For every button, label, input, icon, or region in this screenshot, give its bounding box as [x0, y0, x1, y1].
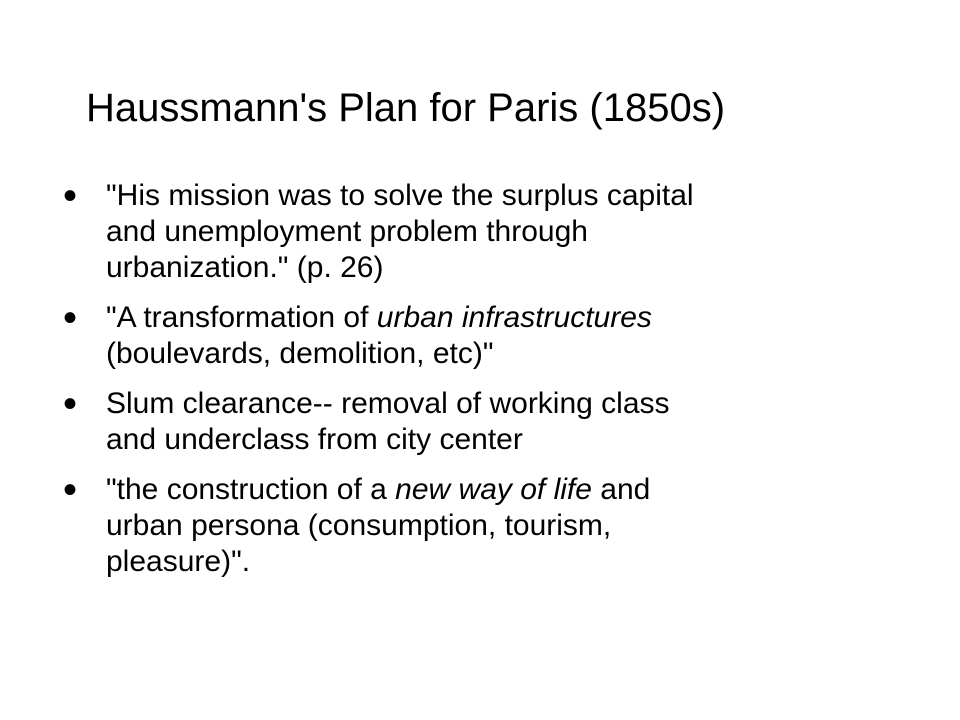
bullet-1-line-2: and unemployment problem through [106, 215, 588, 248]
bullet-item-2 [60, 296, 910, 372]
bullet-3-line-2: and underclass from city center [106, 423, 523, 456]
slide-title: Haussmann's Plan for Paris (1850s) [86, 86, 726, 130]
bullet-item-3 [60, 382, 910, 458]
bullet-3-line-1: Slum clearance-- removal of working class [106, 387, 670, 420]
bullet-1-line-3: urbanization." (p. 26) [106, 251, 384, 284]
bullet-4-text-after: and [591, 473, 651, 506]
bullet-2-line-2: (boulevards, demolition, etc)" [106, 337, 494, 370]
bullet-4-line-3: pleasure)". [106, 545, 251, 578]
bullet-list [60, 174, 910, 580]
bullet-dot-icon: • [62, 468, 77, 512]
bullet-4-text-before: "the construction of a [106, 473, 396, 506]
bullet-item-4 [60, 468, 910, 580]
bullet-dot-icon: • [62, 382, 77, 426]
bullet-2-text-before: "A transformation of [106, 301, 377, 334]
bullet-dot-icon: • [62, 296, 77, 340]
bullet-dot-icon: • [62, 174, 77, 218]
bullet-4-line-2: urban persona (consumption, tourism, [106, 509, 612, 542]
bullet-1-line-1: "His mission was to solve the surplus capital [106, 179, 694, 212]
bullet-4-emphasis: new way of life [395, 473, 592, 506]
bullet-4-line-1 [106, 472, 910, 508]
bullet-2-line-1 [106, 300, 910, 336]
bullet-2-emphasis: urban infrastructures [376, 301, 652, 334]
bullet-item-1 [60, 174, 910, 286]
